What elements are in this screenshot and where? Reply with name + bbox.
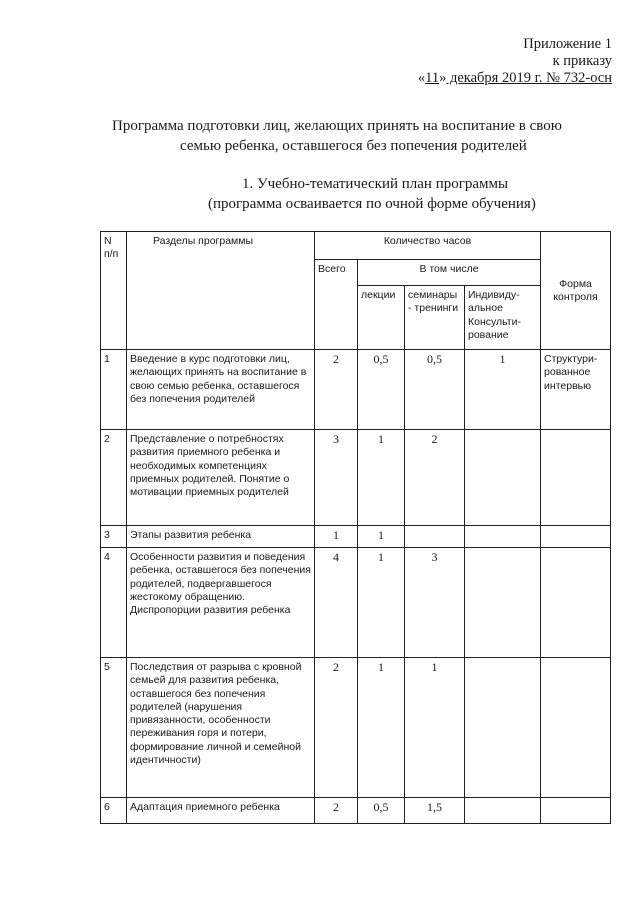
row-individual — [465, 658, 541, 798]
quote-open: « — [417, 70, 426, 86]
row-lectures: 1 — [358, 430, 405, 526]
header-seminars: семинары - тренинги — [405, 286, 465, 350]
row-section: Этапы развития ребенка — [127, 526, 315, 548]
row-total: 2 — [315, 658, 358, 798]
header-individual: Индивиду-альное Консульти-рование — [465, 286, 541, 350]
table-row — [101, 548, 611, 658]
row-total: 3 — [315, 430, 358, 526]
row-num: 3 — [101, 526, 127, 548]
table-row — [101, 658, 611, 798]
row-individual — [465, 548, 541, 658]
row-individual — [465, 798, 541, 824]
row-num: 1 — [101, 350, 127, 430]
section-subheading: (программа осваивается по очной форме обучения) — [208, 196, 536, 212]
row-section: Представление о потребностях развития приемного ребенка и необходимых компетенциях приемных родителей. Понятие о мотивации приемных родителей — [127, 430, 315, 526]
header-lectures: лекции — [358, 286, 405, 350]
row-control — [541, 658, 611, 798]
row-lectures: 1 — [358, 658, 405, 798]
row-seminars: 0,5 — [405, 350, 465, 430]
program-title — [0, 116, 640, 156]
table-row — [101, 430, 611, 526]
order-label: к приказу — [552, 53, 612, 69]
row-seminars — [405, 526, 465, 548]
row-total: 2 — [315, 798, 358, 824]
row-num: 2 — [101, 430, 127, 526]
row-total: 1 — [315, 526, 358, 548]
header-hours: Количество часов — [315, 232, 541, 260]
row-lectures: 0,5 — [358, 798, 405, 824]
row-control — [541, 798, 611, 824]
row-control — [541, 526, 611, 548]
table-row — [101, 798, 611, 824]
row-seminars: 1 — [405, 658, 465, 798]
row-control — [541, 548, 611, 658]
row-section: Особенности развития и поведения ребенка, оставшегося без попечения родителей, подвергавшегося жестокому обращению. Диспропорции развития ребенка — [127, 548, 315, 658]
row-total: 4 — [315, 548, 358, 658]
appendix-header — [418, 36, 612, 87]
header-including: В том числе — [358, 260, 541, 286]
row-individual: 1 — [465, 350, 541, 430]
row-lectures: 1 — [358, 548, 405, 658]
table-row — [101, 350, 611, 430]
header-total: Всего — [315, 260, 358, 350]
row-section: Последствия от разрыва с кровной семьей для развития ребенка, оставшегося без попечения родителей (нарушения привязанности, особенности переживания горя и потери, формирование личной и семейной идентичности) — [127, 658, 315, 798]
program-title-line2: семью ребенка, оставшегося без попечения родителей — [180, 138, 527, 154]
row-lectures: 0,5 — [358, 350, 405, 430]
row-total: 2 — [315, 350, 358, 430]
header-num: N п/п — [101, 232, 127, 350]
order-month-number: декабря 2019 г. № 732-осн — [446, 70, 612, 86]
row-section: Адаптация приемного ребенка — [127, 798, 315, 824]
row-individual — [465, 430, 541, 526]
row-lectures: 1 — [358, 526, 405, 548]
row-seminars: 1,5 — [405, 798, 465, 824]
row-num: 4 — [101, 548, 127, 658]
row-num: 6 — [101, 798, 127, 824]
row-individual — [465, 526, 541, 548]
row-section: Введение в курс подготовки лиц, желающих принять на воспитание в свою семью ребенка, оставшегося без попечения родителей — [127, 350, 315, 430]
appendix-label: Приложение 1 — [523, 36, 612, 52]
header-sections: Разделы программы — [127, 232, 315, 350]
quote-close: » — [439, 70, 447, 86]
row-control — [541, 430, 611, 526]
order-date — [418, 70, 612, 87]
header-control: Форма контроля — [541, 232, 611, 350]
row-num: 5 — [101, 658, 127, 798]
order-day: 11 — [425, 70, 440, 86]
table-row — [101, 526, 611, 548]
curriculum-table — [100, 231, 611, 824]
program-title-line1: Программа подготовки лиц, желающих принять на воспитание в свою — [112, 118, 562, 134]
section-heading-block — [0, 174, 640, 214]
row-seminars: 2 — [405, 430, 465, 526]
section-heading: 1. Учебно-тематический план программы — [242, 176, 509, 192]
row-seminars: 3 — [405, 548, 465, 658]
row-control: Структури-рованное интервью — [541, 350, 611, 430]
